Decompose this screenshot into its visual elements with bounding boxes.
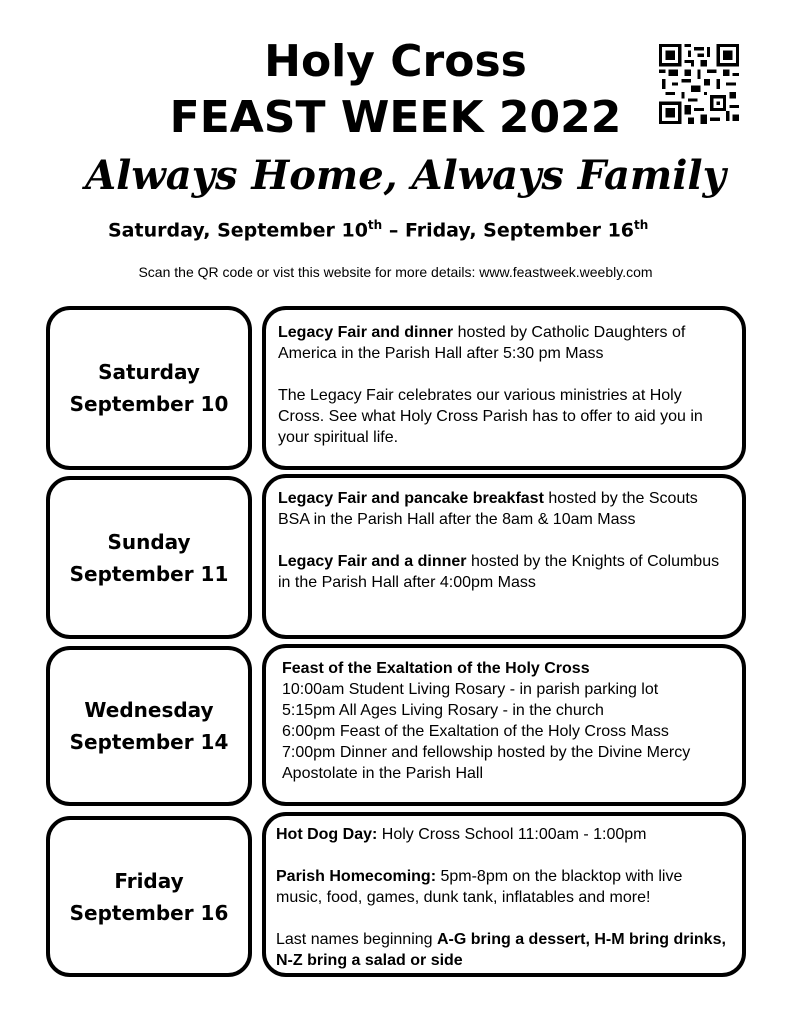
date-label: September 11 (69, 561, 229, 586)
day-box-sunday (46, 476, 252, 639)
event-paragraph: Hot Dog Day: Holy Cross School 11:00am - 1:00pm (276, 826, 647, 843)
day-box-friday (46, 816, 252, 977)
weekday-label: Friday (114, 868, 184, 893)
weekday-label: Sunday (107, 529, 191, 554)
day-box-saturday (46, 306, 252, 470)
event-paragraph: Legacy Fair and dinner hosted by Catholic Daughters of America in the Parish Hall after 5:30 pm Mass (278, 324, 686, 362)
page-title: Holy Cross (264, 36, 527, 87)
schedule-line: 7:00pm Dinner and fellowship hosted by the Divine Mercy Apostolate in the Parish Hall (282, 744, 691, 782)
event-paragraph: Legacy Fair and a dinner hosted by the Knights of Columbus in the Parish Hall after 4:00pm Mass (278, 553, 720, 591)
event-box-wednesday (262, 644, 746, 806)
event-paragraph: Last names beginning A-G bring a dessert, H-M bring drinks, N-Z bring a salad or side (276, 931, 726, 969)
event-box-friday (262, 812, 746, 977)
date-label: September 14 (69, 730, 229, 754)
schedule-line: 10:00am Student Living Rosary - in parish parking lot (282, 681, 659, 698)
day-box-wednesday (46, 646, 252, 806)
event-paragraph: Parish Homecoming: 5pm-8pm on the blacktop with live music, food, games, dunk tank, inflatables and more! (276, 868, 683, 906)
event-paragraph: Legacy Fair and pancake breakfast hosted by the Scouts BSA in the Parish Hall after the 8am & 10am Mass (278, 490, 698, 528)
event-paragraph: The Legacy Fair celebrates our various ministries at Holy Cross. See what Holy Cross Parish has to offer to aid you in your spiritual life. (278, 387, 703, 446)
tagline: Always Home, Always Family (85, 152, 726, 199)
date-label: September 16 (69, 900, 229, 925)
event-box-sunday (262, 474, 746, 639)
page-subtitle: FEAST WEEK 2022 (169, 92, 622, 143)
event-box-saturday (262, 306, 746, 470)
date-range: Saturday, September 10th – Friday, September 16th (108, 218, 649, 242)
schedule-line: 5:15pm All Ages Living Rosary - in the church (282, 702, 604, 719)
qr-code (659, 44, 739, 124)
schedule-line: 6:00pm Feast of the Exaltation of the Holy Cross Mass (282, 723, 669, 740)
event-heading: Feast of the Exaltation of the Holy Cross (282, 660, 590, 677)
weekday-label: Wednesday (84, 698, 214, 722)
weekday-label: Saturday (98, 360, 200, 384)
website-note: Scan the QR code or vist this website for more details: www.feastweek.weebly.com (138, 264, 653, 280)
date-label: September 10 (69, 392, 229, 416)
